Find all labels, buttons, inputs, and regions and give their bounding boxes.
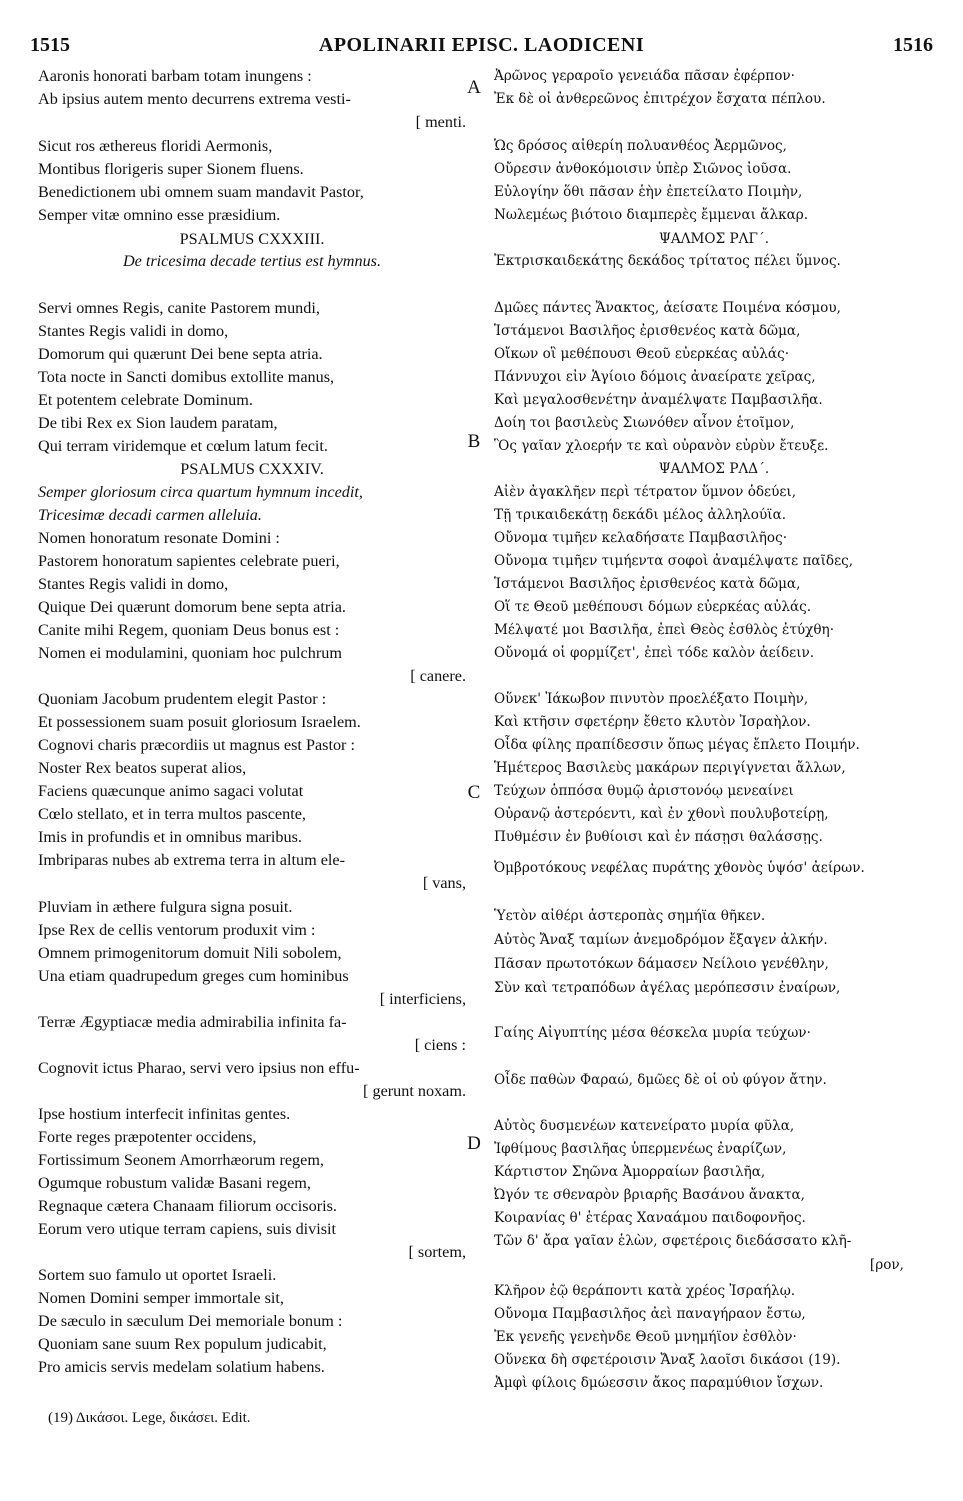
psalm-heading: PSALMUS CXXXIII. (179, 230, 325, 248)
latin-line: Nomen Domini semper immortale sit, (38, 1289, 284, 1307)
greek-line: Ὡς δρόσος αἰθερίη πολυανθέος Ἀερμῶνος, (494, 138, 787, 154)
greek-line: Ἱστάμενοι Βασιλῆος ἐρισθενέος κατὰ δῶμα, (494, 323, 801, 339)
greek-line: Κοιρανίας θ' ἑτέρας Χαναάμου παιδοφονῆος. (494, 1210, 806, 1226)
greek-line: Τῶν δ' ἄρα γαῖαν ἑλὼν, σφετέροις διεδάσσατο κλῆ- (494, 1233, 852, 1249)
latin-line: Omnem primogenitorum domuit Nili sobolem, (38, 944, 342, 962)
psalm-subtitle: Αἰὲν ἀγακλῆεν περὶ τέτρατον ὕμνον ὁδεύει, (494, 484, 797, 500)
latin-line: Canite mihi Regem, quoniam Deus bonus est : (38, 621, 340, 639)
latin-line: Eorum vero utique terram capiens, suis divisit (38, 1220, 337, 1238)
latin-line: Imbriparas nubes ab extrema terra in altum ele- (38, 851, 345, 869)
greek-line: Οἶδε παθὼν Φαραώ, δμῶες δὲ οἱ οὐ φύγον ἄτην. (494, 1072, 827, 1088)
greek-line: Νωλεμέως βιότοιο διαμπερὲς ἔμμεναι ἄλκαρ. (494, 207, 809, 223)
greek-line: Αὐτὸς δυσμενέων κατενείρατο μυρία φῦλα, (494, 1118, 795, 1134)
latin-line: Tota nocte in Sancti domibus extollite manus, (38, 368, 335, 386)
greek-line: Οὔνομα τιμῆεν τιμήεντα σοφοὶ ἀναμέλψατε παῖδες, (494, 553, 854, 569)
latin-line: Nomen honoratum resonate Domini : (38, 529, 280, 547)
psalm-subtitle: Semper gloriosum circa quartum hymnum incedit, (38, 483, 363, 501)
latin-line: Qui terram viridemque et cœlum latum fecit. (38, 437, 328, 455)
greek-line: Οὕνεκ' Ἰάκωβον πινυτὸν προελέξατο Ποιμὴν, (494, 691, 809, 707)
latin-line: Quoniam Jacobum prudentem elegit Pastor : (38, 690, 327, 708)
psalm-heading: PSALMUS CXXXIV. (180, 460, 324, 478)
latin-line: Quoniam sane suum Rex populum judicabit, (38, 1335, 327, 1353)
latin-line: Benedictionem ubi omnem suam mandavit Pastor, (38, 183, 364, 201)
latin-line: Cœlo stellato, et in terra multos pascente, (38, 805, 306, 823)
greek-line: Οὔρεσιν ἀνθοκόμοισιν ὑπὲρ Σιῶνος ἰοῦσα. (494, 161, 792, 177)
latin-line: Cognovi charis præcordiis ut magnus est Pastor : (38, 736, 355, 754)
psalm-subtitle: Τῇ τρικαιδεκάτῃ δεκάδι μέλος ἀλληλούϊα. (494, 507, 787, 523)
greek-line: Τεύχων ὁππόσα θυμῷ ἀριστονόῳ μενεαίνει (494, 783, 794, 799)
section-marker-b: B (467, 431, 481, 452)
psalm-heading: ΨΑΛΜΟΣ ΡΛΔ΄. (658, 461, 770, 477)
psalm-subtitle: Ἐκτρισκαιδεκάτης δεκάδος τρίτατος πέλει ὕμνος. (494, 253, 841, 269)
greek-line: Καὶ κτῆσιν σφετέρην ἔθετο κλυτὸν Ἰσραὴλον. (494, 714, 811, 730)
latin-line: Faciens quæcunque animo sagaci volutat (38, 782, 304, 800)
latin-line: Semper vitæ omnino esse præsidium. (38, 206, 281, 224)
greek-line: Οὐρανῷ ἀστερόεντι, καὶ ἐν χθονὶ πουλυβοτείρῃ, (494, 806, 829, 822)
page-number-right: 1516 (893, 34, 933, 56)
psalm-heading: ΨΑΛΜΟΣ ΡΛΓ΄. (658, 231, 770, 247)
latin-line: Nomen ei modulamini, quoniam hoc pulchrum (38, 644, 342, 662)
latin-line: [ interficiens, (379, 990, 466, 1008)
greek-line: Πάννυχοι εἰν Ἁγίοιο δόμοις ἀναείρατε χεῖρας, (494, 369, 816, 385)
latin-line: Quique Dei quærunt domorum bene septa atria. (38, 598, 346, 616)
greek-line: Ὠγόν τε σθεναρὸν βριαρῆς Βασάνου ἄνακτα, (494, 1187, 805, 1203)
greek-line: Οἴκων οἳ μεθέπουσι Θεοῦ εὐερκέας αὐλάς· (494, 346, 790, 362)
greek-line: Οὕνεκα δὴ σφετέροισιν Ἄναξ λαοῖσι δικάσοι (19). (494, 1352, 841, 1368)
latin-line: Stantes Regis validi in domo, (38, 322, 229, 340)
greek-line: Ἀρῶνος γεραροῖο γενειάδα πᾶσαν ἐφέρπον· (494, 68, 796, 84)
section-marker-d: D (467, 1133, 481, 1154)
latin-line: De sæculo in sæculum Dei memoriale bonum : (38, 1312, 343, 1330)
latin-line: Terræ Ægyptiacæ media admirabilia infinita fa- (38, 1013, 347, 1031)
greek-line: Οἵ τε Θεοῦ μεθέπουσι δόμων εὐερκέας αὐλάς. (494, 599, 812, 615)
greek-line: [ρον, (869, 1257, 904, 1273)
latin-line: [ gerunt noxam. (363, 1082, 466, 1100)
greek-line: Δμῶες πάντες Ἄνακτος, ἀείσατε Ποιμένα κόσμου, (494, 300, 841, 316)
greek-line: Ἡμέτερος Βασιλεὺς μακάρων περιγίγνεται ἄλλων, (494, 760, 846, 776)
latin-line: Aaronis honorati barbam totam inungens : (38, 67, 312, 85)
latin-line: Imis in profundis et in omnibus maribus. (38, 828, 302, 846)
greek-line: Ὃς γαῖαν χλοερήν τε καὶ οὐρανὸν εὐρὺν ἔτευξε. (494, 438, 829, 454)
greek-line: Πυθμέσιν ἐν βυθίοισι καὶ ἐν πάσῃσι θαλάσσῃς. (494, 829, 823, 845)
greek-line: Ἰφθίμους βασιλῆας ὑπερμενέως ἐναρίζων, (494, 1141, 787, 1157)
latin-line: Et potentem celebrate Dominum. (38, 391, 253, 409)
latin-line: Sortem suo famulo ut oportet Israeli. (38, 1266, 277, 1284)
greek-line: Σὺν καὶ τετραπόδων ἀγέλας μερόπεσσιν ἐναίρων, (494, 980, 841, 996)
page-number-left: 1515 (30, 34, 70, 56)
page-header (30, 34, 933, 62)
latin-line: [ ciens : (414, 1036, 466, 1054)
latin-line: Noster Rex beatos superat alios, (38, 759, 247, 777)
greek-line: Ἐκ δὲ οἱ ἀνθερεῶνος ἐπιτρέχον ἔσχατα πέπλου. (494, 91, 826, 107)
greek-line: Οὔνομά οἱ φορμίζετ', ἐπεὶ τόδε καλὸν ἀείδειν. (494, 645, 815, 661)
latin-line: Ab ipsius autem mento decurrens extrema vesti- (38, 90, 351, 108)
latin-line: Sicut ros æthereus floridi Aermonis, (38, 137, 273, 155)
greek-line: Ἀμφὶ φίλοις δμώεσσιν ἄκος παραμύθιον ἴσχων. (494, 1375, 824, 1391)
greek-line: Ὑετὸν αἰθέρι ἀστεροπὰς σημήϊα θῆκεν. (494, 908, 766, 924)
latin-line: Pluviam in æthere fulgura signa posuit. (38, 898, 293, 916)
latin-line: [ canere. (410, 667, 466, 685)
latin-line: [ vans, (422, 874, 466, 892)
latin-line: Ipse hostium interfecit infinitas gentes. (38, 1105, 291, 1123)
greek-line: Ἱστάμενοι Βασιλῆος ἐρισθενέος κατὰ δῶμα, (494, 576, 801, 592)
latin-line: Ogumque robustum validæ Basani regem, (38, 1174, 311, 1192)
latin-line: Una etiam quadrupedum greges cum hominibus (38, 967, 349, 985)
greek-line: Πᾶσαν πρωτοτόκων δάμασεν Νείλοιο γενέθλην, (494, 956, 829, 972)
latin-line: Pro amicis servis medelam solatium habens. (38, 1358, 325, 1376)
latin-line: Servi omnes Regis, canite Pastorem mundi, (38, 299, 320, 317)
latin-line: Fortissimum Seonem Amorrhæorum regem, (38, 1151, 324, 1169)
greek-line: Οὔνομα τιμῆεν κελαδήσατε Παμβασιλῆος· (494, 530, 788, 546)
greek-line: Οἶδα φίλης πραπίδεσσιν ὅπως μέγας ἔπλετο Ποιμήν. (494, 737, 860, 753)
greek-line: Εὐλογίην ὅθι πᾶσαν ἑὴν ἐπετείλατο Ποιμὴν, (494, 184, 803, 200)
greek-line: Οὔνομα Παμβασιλῆος ἀεὶ παναγήραον ἔστω, (494, 1306, 806, 1322)
greek-line: Ἐκ γενεῆς γενεὴνδε Θεοῦ μνημήϊον ἐσθλὸν· (494, 1329, 797, 1345)
psalm-subtitle: De tricesima decade tertius est hymnus. (122, 252, 382, 270)
latin-line: Forte reges præpotenter occidens, (38, 1128, 257, 1146)
latin-line: Cognovit ictus Pharao, servi vero ipsius non effu- (38, 1059, 360, 1077)
latin-line: Ipse Rex de cellis ventorum produxit vim : (38, 921, 316, 939)
latin-line: Regnaque cætera Chanaam filiorum occisoris. (38, 1197, 337, 1215)
latin-line: Montibus florigeris super Sionem fluens. (38, 160, 304, 178)
latin-line: Et possessionem suam posuit gloriosum Israelem. (38, 713, 361, 731)
latin-line: Pastorem honoratum sapientes celebrate pueri, (38, 552, 340, 570)
greek-line: Μέλψατέ μοι Βασιλῆα, ἐπεὶ Θεὸς ἐσθλὸς ἐτύχθη· (494, 622, 835, 638)
latin-line: [ sortem, (408, 1243, 466, 1261)
section-marker-a: A (467, 77, 481, 98)
greek-line: Δοίη τοι βασιλεὺς Σιωνόθεν αἶνον ἑτοῖμον, (494, 415, 795, 431)
greek-line: Αὐτὸς Ἄναξ ταμίων ἀνεμοδρόμον ἔξαγεν ἀλκήν. (494, 932, 828, 948)
running-title: APOLINARII EPISC. LAODICENI (318, 34, 645, 56)
latin-line: Stantes Regis validi in domo, (38, 575, 229, 593)
greek-line: Κάρτιστον Σηῶνα Ἀμορραίων βασιλῆα, (494, 1164, 766, 1180)
latin-line: De tibi Rex ex Sion laudem paratam, (38, 414, 278, 432)
latin-line: Domorum qui quærunt Dei bene septa atria. (38, 345, 323, 363)
section-marker-c: C (467, 782, 481, 803)
greek-line: Ὀμβροτόκους νεφέλας πυράτης χθονὸς ὑψόσ' ἀείρων. (494, 860, 865, 876)
psalm-subtitle: Tricesimæ decadi carmen alleluia. (38, 506, 262, 524)
greek-line: Κλῆρον ἑῷ θεράποντι κατὰ χρέος Ἰσραήλῳ. (494, 1283, 796, 1299)
latin-line: [ menti. (415, 113, 466, 131)
footnote: (19) Δικάσοι. Lege, δικάσει. Edit. (48, 1410, 251, 1426)
greek-line: Καὶ μεγαλοσθενέτην ἀναμέλψατε Παμβασιλῆα. (494, 392, 823, 408)
greek-line: Γαίης Αἰγυπτίης μέσα θέσκελα μυρία τεύχων· (494, 1025, 811, 1041)
